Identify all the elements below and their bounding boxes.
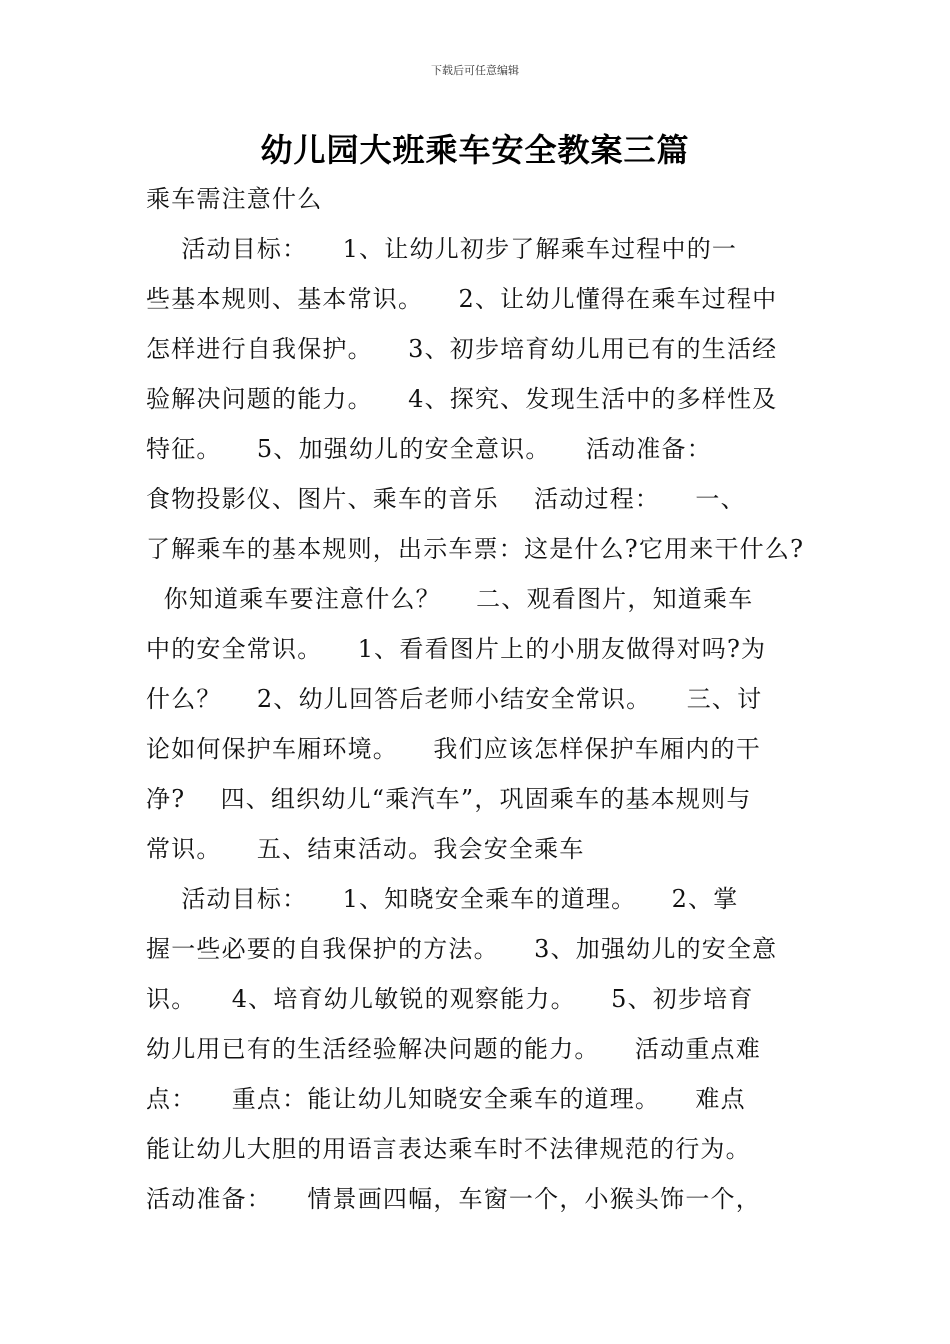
body-line: 了解乘车的基本规则，出示车票：这是什么?它用来干什么? <box>146 535 805 563</box>
body-line: 活动准备： 情景画四幅，车窗一个，小猴头饰一个， <box>146 1185 761 1213</box>
body-line: 活动目标： 1、知晓安全乘车的道理。 2、掌 <box>146 885 739 913</box>
body-line: 能让幼儿大胆的用语言表达乘车时不法律规范的行为。 <box>146 1135 751 1163</box>
header-note: 下载后可任意编辑 <box>431 64 519 77</box>
body-line: 论如何保护车厢环境。 我们应该怎样保护车厢内的干 <box>146 735 761 763</box>
body-line: 净? 四、组织幼儿“乘汽车”，巩固乘车的基本规则与 <box>146 785 752 813</box>
body-line: 识。 4、培育幼儿敏锐的观察能力。 5、初步培育 <box>146 985 754 1013</box>
body-line: 验解决问题的能力。 4、探究、发现生活中的多样性及 <box>146 385 778 413</box>
body-line: 怎样进行自我保护。 3、初步培育幼儿用已有的生活经 <box>146 335 778 363</box>
body-line: 幼儿用已有的生活经验解决问题的能力。 活动重点难 <box>146 1035 761 1063</box>
body-line: 握一些必要的自我保护的方法。 3、加强幼儿的安全意 <box>146 935 778 963</box>
body-line: 活动目标： 1、让幼儿初步了解乘车过程中的一 <box>146 235 738 263</box>
body-line: 食物投影仪、图片、乘车的音乐 活动过程： 一、 <box>146 485 746 513</box>
body-line: 些基本规则、基本常识。 2、让幼儿懂得在乘车过程中 <box>146 285 778 313</box>
body-line: 中的安全常识。 1、看看图片上的小朋友做得对吗?为 <box>146 635 767 663</box>
body-line: 你知道乘车要注意什么？ 二、观看图片，知道乘车 <box>146 585 754 613</box>
body-line: 点： 重点：能让幼儿知晓安全乘车的道理。 难点 <box>146 1085 746 1113</box>
body-line: 常识。 五、结束活动。我会安全乘车 <box>146 835 585 863</box>
body-line: 什么？ 2、幼儿回答后老师小结安全常识。 三、讨 <box>146 685 763 713</box>
document-title: 幼儿园大班乘车安全教案三篇 <box>260 131 690 169</box>
body-line: 特征。 5、加强幼儿的安全意识。 活动准备： <box>146 435 712 463</box>
body-line: 乘车需注意什么 <box>146 185 323 213</box>
